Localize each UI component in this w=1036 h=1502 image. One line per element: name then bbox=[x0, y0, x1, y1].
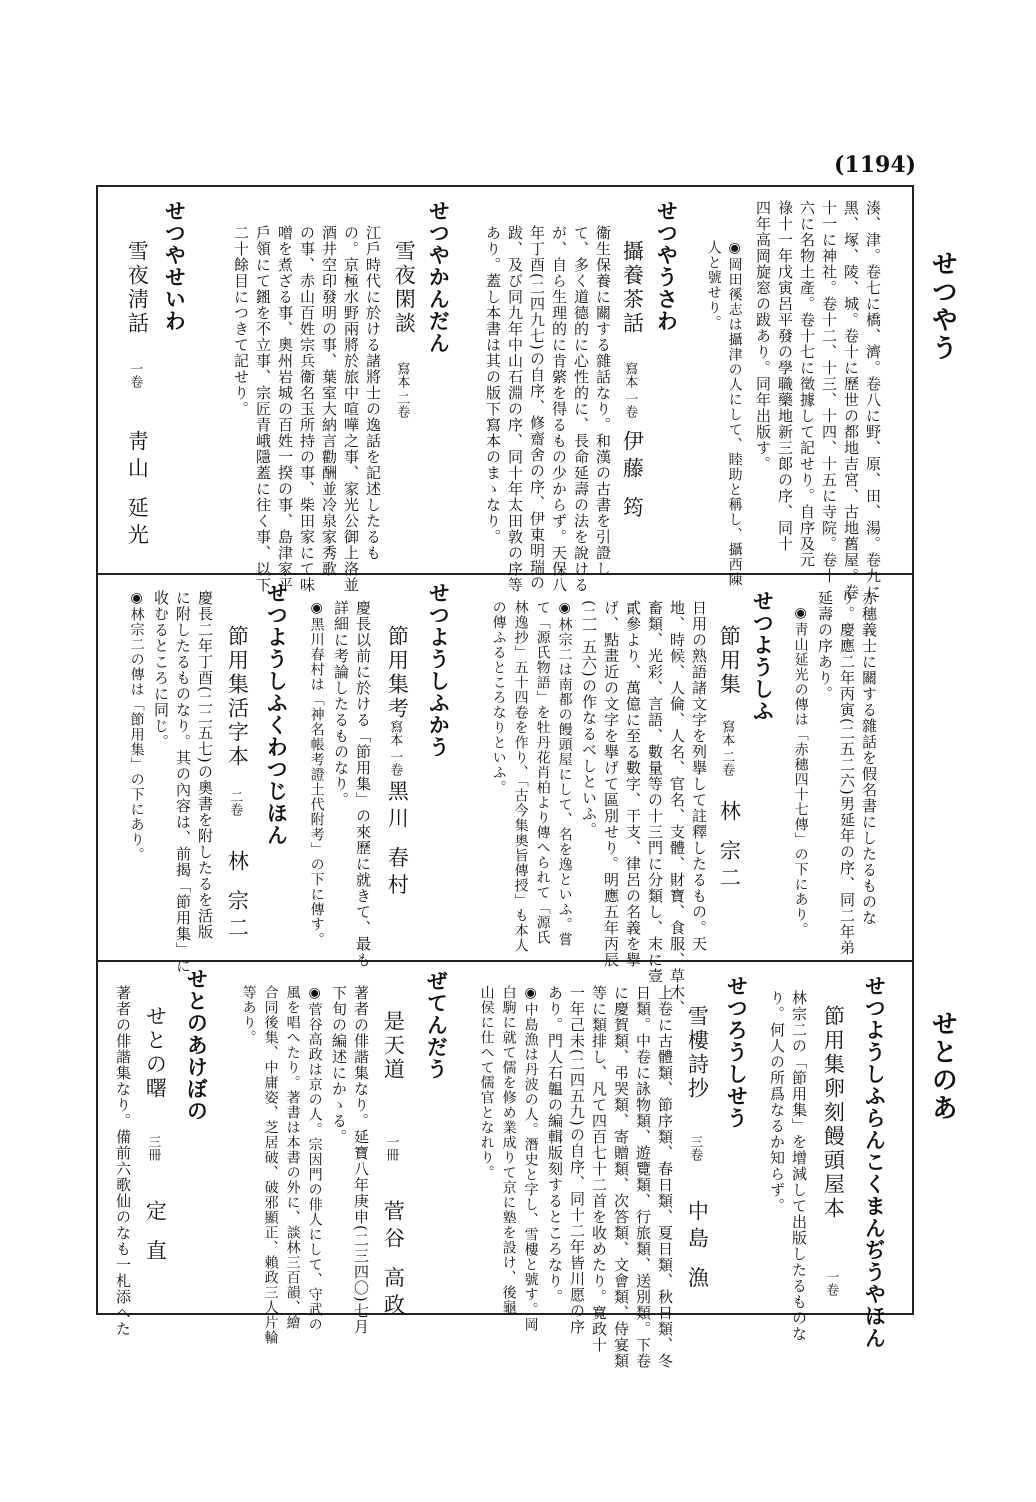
entry-text-line: 地、時候、人倫、人名、官名、支體、財寶、食服、草木、 bbox=[668, 600, 686, 1016]
middle-text-line: 延壽の序あり。 bbox=[816, 590, 834, 702]
entry-text-line: り。何人の所爲なるか知らず。 bbox=[768, 990, 786, 1214]
entry-text-line: 江戶時代に於ける諸將士の逸話を記述したるも bbox=[364, 225, 382, 561]
entry-title: 節用集活字本 bbox=[225, 625, 250, 769]
entry-ref-line: 風を唱へたり。著書は本書の外に、談林三百韻、繪 bbox=[284, 985, 301, 1330]
entry-kana: ぜてんだう bbox=[424, 970, 450, 1080]
entry-text-line: あり。蓋し本書は其の版下寫本のまゝなり。 bbox=[484, 225, 502, 545]
entry-volume: 一卷 bbox=[823, 1270, 839, 1296]
entry-text-line: 收むるところに同じ。 bbox=[152, 590, 170, 750]
entry-text-line: 跋、及び同九年中山石淵の序、同十年太田敦の序等 bbox=[506, 225, 524, 593]
entry-ref-line: ◉黑川春村は「神名帳考證土代附考」の下に傳す。 bbox=[308, 600, 325, 947]
entry-text-line: 一年己未(二四五九)の自序、同十二年皆川愿の序 bbox=[568, 985, 586, 1335]
entry-ref-line: 等あり。 bbox=[240, 985, 257, 1045]
page-number: (1194) bbox=[834, 152, 917, 178]
entry-ref-line: ◉林宗二の傳は「節用集」の下にあり。 bbox=[128, 590, 145, 862]
entry-author: 黑川 春村 bbox=[385, 780, 410, 901]
entry-kana: せつようしふかう bbox=[426, 582, 452, 758]
upper-text-line: 黑、塚、陵、城。卷十に歷世の都地吉宮、古地舊屋。卷 bbox=[842, 200, 860, 600]
entry-text-line: に附したるものなり。其の內容は、前揭「節用集」に bbox=[174, 590, 192, 974]
entry-volume: 寫本 二卷 bbox=[394, 362, 410, 419]
entry-author: 中島 漁 bbox=[685, 1200, 710, 1294]
entry-text-line: て、多く道德的に心性的に、長命延壽の法を說ける bbox=[572, 225, 590, 593]
middle-text-line: り。慶應二年丙寅(二五二六)男延年の序、同二年弟 bbox=[838, 590, 856, 956]
entry-text-line: の。京極水野兩將於旅中喧嘩之事、家光公御上洛並 bbox=[342, 225, 360, 593]
entry-text-line: 畜類、光彩、言語、數量等の十三門に分類し、末に壹 bbox=[646, 600, 664, 984]
upper-text-line: 祿十一年戊寅呂平發の學職藥地新三郞の序、同十 bbox=[776, 200, 794, 552]
entry-kana: せつやせいわ bbox=[162, 200, 188, 332]
entry-kana: せつようしふらんこくまんぢうやほん bbox=[862, 975, 888, 1349]
entry-text-line: 下旬の編述にかゝる。 bbox=[330, 985, 348, 1145]
entry-kana: せつようしふくわつじほん bbox=[264, 582, 290, 846]
entry-ref-line: 合同後集、中庸姿、芝居破、破邪顯正、賴政三人片輪 bbox=[262, 985, 279, 1345]
upper-text-line: 六に名物土產。卷十七に徵據して記せり。自序及元 bbox=[798, 200, 816, 568]
entry-author: 林 宗二 bbox=[225, 850, 250, 944]
entry-volume: 一冊 bbox=[383, 1135, 399, 1161]
entry-text-line: 等に類排し、凡て四百七十二首を收めたり。寬政十 bbox=[590, 985, 608, 1353]
entry-text-line: げ、點畫近の文字を擧げて區別せり。明應五年丙辰 bbox=[602, 600, 620, 968]
upper-ref-line: 人と號せり。 bbox=[705, 240, 722, 330]
entry-text-line: 年丁酉(二四九七)の自序、修齋舍の序、伊東明瑞の bbox=[528, 225, 546, 591]
entry-title: 節用集考 bbox=[385, 625, 410, 721]
entry-text-line: の事、赤山百姓宗兵衞名玉所持の事、柴田家にて味 bbox=[298, 225, 316, 593]
divider-lower bbox=[96, 960, 914, 962]
entry-text-line: 慶長二年丁酉(二二五七)の奧書を附したるを活版 bbox=[196, 590, 214, 940]
entry-kana: せつやうさわ bbox=[654, 200, 680, 332]
entry-text-line: 衞生保養に關する雜話なり。和漢の古書を引證し bbox=[594, 225, 612, 577]
section-header-right: せつやう bbox=[927, 250, 958, 362]
entry-text-line: 貳參より、萬億に至る數字、干支、律呂の名義を擧 bbox=[624, 600, 642, 968]
entry-ref-line: 白駒に就て儒を修め業成りて京に塾を設け、後龜 bbox=[500, 985, 517, 1315]
entry-title: 雪夜閑談 bbox=[392, 240, 417, 336]
entry-text-line: 著者の俳諧集なり。延寶八年庚申(二三四〇)七月 bbox=[352, 985, 370, 1335]
entry-text-line: (二一五六)の作なるべしといふ。 bbox=[580, 600, 598, 838]
entry-text-line: あり。門人石韞の編輯版刻するところなり。 bbox=[546, 985, 564, 1305]
entry-author: 林 宗二 bbox=[717, 800, 742, 894]
entry-text-line: 著者の俳諧集なり。備前六歌仙のなも一札添へた bbox=[114, 985, 132, 1337]
entry-ref-line: て「源氏物語」を牡丹花肖柏より傳へられて「源氏 bbox=[534, 600, 551, 945]
entry-kana: せつようしふ bbox=[750, 590, 776, 722]
entry-author: 定 直 bbox=[143, 1200, 168, 1267]
entry-text-line: 戶領にて鎺を不立事、宗匠青峨隱蓋に往く事、以下 bbox=[254, 225, 272, 593]
entry-kana: せとのあけぼの bbox=[184, 968, 210, 1122]
entry-volume: 寫本 二卷 bbox=[719, 720, 735, 777]
entry-volume: 三冊 bbox=[145, 1135, 161, 1161]
entry-text-line: が、自ら生理的に肯綮を得るもの少からず。天保八 bbox=[550, 225, 568, 593]
entry-text-line: 日類。中卷に詠物類、遊覽類、行旅類、送別類。下卷 bbox=[634, 985, 652, 1369]
entry-ref-line: ◉中島漁は丹波の人。潛史と字し、雪樓と號す。岡 bbox=[522, 985, 539, 1332]
upper-text-line: 四年高岡旋窓の跋あり。同年出版す。 bbox=[754, 200, 772, 472]
entry-text-line: に慶賀類、弔哭類、寄贈類、次答類、文會類、侍宴類 bbox=[612, 985, 630, 1369]
entry-text-line: 噌を煮ざる事、奧州岩城の百姓一揆の事、島津家平 bbox=[276, 225, 294, 593]
entry-title: 雪夜淸話 bbox=[125, 240, 150, 336]
entry-volume: 寫本 一卷 bbox=[622, 362, 638, 419]
entry-kana: せつやかんだん bbox=[426, 200, 452, 354]
upper-ref-line: ◉岡田徯志は攝津の人にして、睦助と稱し、攝西陳 bbox=[726, 240, 743, 587]
upper-text-line: 十一に神社。卷十二、十三、十四、十五に寺院。卷十 bbox=[820, 200, 838, 584]
entry-title: 是天道 bbox=[381, 1010, 406, 1082]
entry-ref-line: の傳ふるところなりといふ。 bbox=[490, 600, 507, 795]
entry-author: 靑山 延光 bbox=[125, 430, 150, 551]
entry-title: せとの曙 bbox=[143, 1005, 168, 1101]
entry-text-line: 二十餘目につきて記せり。 bbox=[232, 225, 250, 417]
entry-text-line: 日用の熟語諸文字を列擧して註釋したるもの。天 bbox=[690, 600, 708, 952]
entry-ref-line: 山侯に仕へて儒官となれり。 bbox=[478, 985, 495, 1180]
entry-text-line: 上卷に古體類、節序類、春日類、夏日類、秋日類、冬 bbox=[656, 985, 674, 1369]
entry-title: 節用集卵刻饅頭屋本 bbox=[821, 1005, 846, 1221]
entry-text-line: 詳細に考論したるものなり。 bbox=[332, 600, 350, 808]
entry-title: 節用集 bbox=[717, 625, 742, 697]
entry-volume: 一卷 bbox=[127, 362, 143, 388]
entry-author: 菅谷 高政 bbox=[381, 1200, 406, 1321]
middle-text-line: 赤穗義士に關する雜話を假名書にしたるものな bbox=[860, 590, 878, 926]
entry-kana: せつろうしせう bbox=[724, 975, 750, 1129]
entry-ref-line: ◉菅谷高政は京の人。宗因門の俳人にして、守武の bbox=[306, 985, 323, 1332]
entry-ref-line: ◉林宗二は南都の饅頭屋にして、名を逸といふ。嘗 bbox=[556, 600, 573, 947]
entry-volume: 三卷 bbox=[687, 1135, 703, 1161]
upper-text-line: 湊、津。卷七に橋、濟。卷八に野、原、田、湯。卷九に bbox=[864, 200, 882, 600]
entry-author: 伊藤 筠 bbox=[620, 430, 645, 524]
entry-volume: 二卷 bbox=[227, 790, 243, 816]
entry-text-line: 林宗二の「節用集」を增減して出版したるものな bbox=[790, 990, 808, 1342]
entry-title: 攝養茶話 bbox=[620, 240, 645, 336]
entry-text-line: 慶長以前に於ける「節用集」の來歷に就きて、最も bbox=[354, 600, 372, 968]
entry-volume: 寫本 一卷 bbox=[387, 720, 403, 777]
entry-title: 雪樓詩抄 bbox=[685, 1005, 710, 1101]
section-header-left: せとのあ bbox=[927, 1010, 958, 1122]
entry-text-line: 酒井空印發明の事、葉室大納言勸酬並冷泉家秀歌 bbox=[320, 225, 338, 577]
entry-ref-line: 林逸抄」五十四卷を作り、「古今集奧旨傳授」も本人 bbox=[512, 600, 529, 953]
middle-ref-line: ◉靑山延光の傳は「赤穗四十七傳」の下にあり。 bbox=[792, 605, 809, 937]
